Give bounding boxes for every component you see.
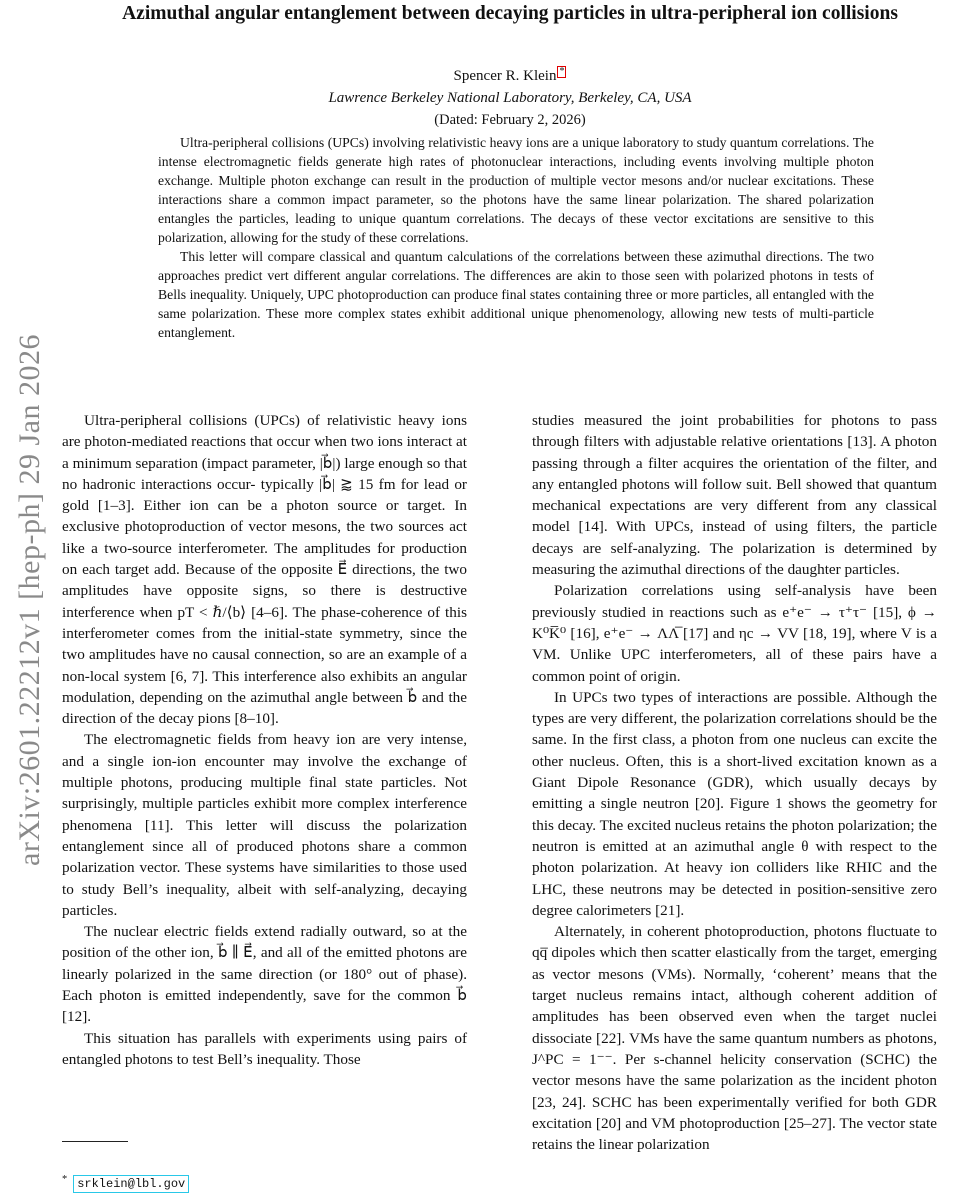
body-paragraph: Alternately, in coherent photoproduction, photons fluctuate to qq̅ dipoles which then scatter elastically from the target, emerging as vector mesons (VMs). Normally, ‘coherent’ means that the target nucleus remains intact, although coherent addition of amplitudes has been observed even when the target nuclei dissociate [22]. VMs have the same quantum numbers as photons, J^PC = 1⁻⁻. Per s-channel helicity conservation (SCHC) the vector mesons have the same polarization as the incident photon [23, 24]. SCHC has been experimentally verified for both GDR excitation [20] and VM photoproduction [25–27]. The vector state retains the linear polarization xyxy=(532,923,937,1154)
body-paragraph: The electromagnetic fields from heavy ion are very intense, and a single ion-ion encounter may involve the exchange of multiple photons, producing multiple final state particles. Not surprisingly, multiple particles exhibit more complex interference phenomena [11]. This letter will discuss the polarization entanglement since all of produced photons share a common polarization vector. These systems have similarities to those used to study Bell’s inequality, albeit with self-analyzing, decaying particles. xyxy=(62,731,467,919)
dated-line: (Dated: February 2, 2026) xyxy=(434,112,586,128)
body-paragraph: In UPCs two types of interactions are possible. Although the types are very different, the polarization correlations should be the same. In the first class, a photon from one nucleus can excite the other nucleus. Often, this is a short-lived excitation known as a Giant Dipole Resonance (GDR), which usually decays by emitting a single neutron [20]. Figure 1 shows the geometry for this decay. The excited nucleus retains the photon polarization; the neutron is emitted at an azimuthal angle θ with respect to the photon polarization. At heavy ion colliders like RHIC and the LHC, these neutrons may be detected in position-sensitive zero degree calorimeters [21]. xyxy=(532,688,937,919)
body-paragraph: This situation has parallels with experiments using pairs of entangled photons to test Bell’s inequality. Those xyxy=(62,1029,467,1068)
body-paragraph: Polarization correlations using self-analysis have been previously studied in reactions such as e⁺e⁻ → τ⁺τ⁻ [15], ϕ → K⁰K̅⁰ [16], e⁺e⁻ → ΛΛ̅ [17] and ηc → VV [18, 19], where V is a VM. Unlike UPC interferometers, all of these pairs have a common point of origin. xyxy=(532,582,937,685)
footnote-mark: * xyxy=(62,1174,68,1185)
arxiv-identifier: arXiv:2601.22212v1 [hep-ph] 29 Jan 2026 xyxy=(13,334,47,866)
body-paragraph: studies measured the joint probabilities for photons to pass through filters with adjustable relative orientations [13]. A photon passing through a filter acquires the orientation of the filter, and any entangled photons will follow suit. Bell showed that quantum mechanical expectations are very different from any classical model [14]. With UPCs, instead of using filters, the particle decays are self-analyzing. The polarization is determined by measuring the azimuthal directions of the daughter particles. xyxy=(532,412,937,579)
abstract-paragraph: Ultra-peripheral collisions (UPCs) involving relativistic heavy ions are a unique laboratory to study quantum correlations. The intense electromagnetic fields generate high rates of photonuclear interactions, including events involving multiple photon exchange. Multiple photon exchange can result in the production of multiple vector mesons and/or nuclear excitations. These interactions share a common impact parameter, so the photons have the same linear polarization. The shared polarization entangles the particles, leading to unique quantum correlations. The decays of these vector excitations are sensitive to this polarization, allowing for the study of these correlations. xyxy=(158,135,874,245)
arxiv-identifier-sidebar xyxy=(0,290,60,910)
affiliation: Lawrence Berkeley National Laboratory, Berkeley, CA, USA xyxy=(328,90,692,106)
paper-title: Azimuthal angular entanglement between decaying particles in ultra-peripheral ion collisions xyxy=(122,3,898,24)
abstract xyxy=(158,133,874,342)
right-column xyxy=(532,410,937,1155)
abstract-paragraph: This letter will compare classical and quantum calculations of the correlations between these azimuthal directions. The two approaches predict vert different angular correlations. The differences are akin to those seen with polarized photons in tests of Bells inequality. Uniquely, UPC photoproduction can produce final states containing three or more particles, all entangled with the same polarization. These more complex states exhibit additional unique phenomenology, allowing new tests of multi-particle entanglement. xyxy=(158,249,874,340)
author-email-link[interactable]: srklein@lbl.gov xyxy=(73,1175,189,1193)
body-paragraph: The nuclear electric fields extend radially outward, so at the position of the other ion, b⃗ ∥ E⃗, and all of the emitted photons are linearly polarized in the same direction (or 180° out of phase). Each photon is emitted independently, save for the common b⃗ [12]. xyxy=(62,923,467,1026)
footnote xyxy=(62,1172,462,1193)
author-footnote-link[interactable]: * xyxy=(559,66,565,77)
left-column xyxy=(62,410,467,1070)
author-name: Spencer R. Klein xyxy=(453,68,557,84)
body-paragraph: Ultra-peripheral collisions (UPCs) of relativistic heavy ions are photon-mediated reactions that occur when two ions interact at a minimum separation (impact parameter, |b⃗|) large enough so that no hadronic interactions occur- typically |b⃗| ⪆ 15 fm for lead or gold [1–3]. Either ion can be a photon source or target. In exclusive photoproduction of vector mesons, the two sources act like a two-source interferometer. The amplitudes for production on each target add. Because of the opposite E⃗ directions, the two amplitudes have opposite signs, so there is destructive interference when pT < ℏ/⟨b⟩ [4–6]. The phase-coherence of this interferometer comes from the initial-state symmetry, since the two amplitudes have no causal connection, so are an example of a non-local system [6, 7]. This interference also exhibits an angular modulation, depending on the azimuthal angle between b⃗ and the direction of the decay pions [8–10]. xyxy=(62,412,467,728)
footnote-divider xyxy=(62,1141,128,1142)
author-line xyxy=(70,66,950,86)
